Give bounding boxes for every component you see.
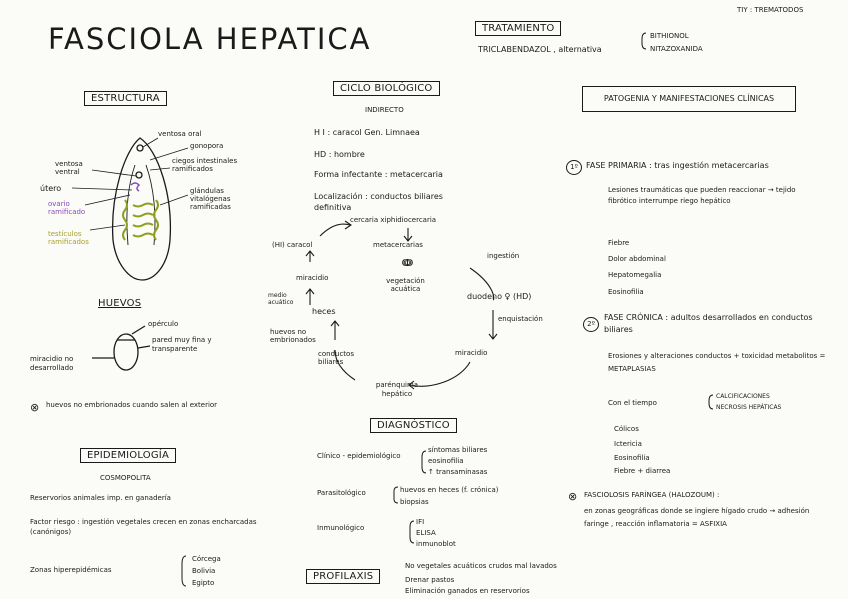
diag-inmunologico: Inmunológico [317,524,365,532]
label-ventosa-ventral: ventosa ventral [55,160,83,176]
tratamiento-alt2: NITAZOXANIDA [650,45,703,53]
epi-item-3: Zonas hiperepidémicas [30,566,112,574]
fase1-lesion: Lesiones traumáticas que pueden reaccionar → tejido fibrótico interrumpe riego hepático [608,186,796,205]
fase1-item-2: Dolor abdominal [608,255,666,263]
egg-drawing [92,326,150,370]
zona-3: Egipto [192,579,215,587]
node-conductos: conductos biliares [318,350,354,366]
label-glandulas: glándulas vitalógenas ramificadas [190,187,231,211]
label-miracidio-egg: miracidio no desarrollado [30,355,74,372]
zona-2: Bolivia [192,567,216,575]
patogenia-heading: PATOGENIA Y MANIFESTACIONES CLÍNICAS [582,86,796,112]
brackets [182,33,713,586]
fase2-lesion: Erosiones y alteraciones conductos + toxicidad metabolitos = METAPLASIAS [608,352,826,373]
epi-item-2: Factor riesgo : ingestión vegetales crecen en zonas encharcadas (canónigos) [30,518,257,536]
note-icon: ⊗ [30,401,40,414]
node-miracidio-right: miracidio [455,349,488,357]
fase1-title: FASE PRIMARIA : tras ingestión metacercarias [586,161,769,170]
label-ventosa-oral: ventosa oral [158,130,202,138]
epi-item-1: Reservorios animales imp. en ganadería [30,494,171,502]
ciclo-local: Localización : conductos biliares definitiva [314,192,443,212]
ovary-drawing [131,183,139,191]
ciclo-sub: INDIRECTO [365,106,404,114]
epidemiologia-heading: EPIDEMIOLOGÍA [80,448,176,463]
diag-parasitologico: Parasitológico [317,489,366,497]
diag-inmuno-3: inmunoblot [416,540,456,548]
plant-icon: ↈ [402,258,413,269]
faringea-icon: ⊗ [568,490,578,503]
topic-tag: TIY : TREMATODOS [737,6,804,14]
epidemiologia-sub: COSMOPOLITA [100,474,151,482]
profilaxis-3: Eliminación ganados en reservorios [405,587,530,595]
label-ovario: ovario ramificado [48,200,86,216]
fase1-item-3: Hepatomegalia [608,271,662,279]
page-title: FASCIOLA HEPATICA [48,22,372,56]
fase2-item-1: Cólicos [614,425,639,433]
estructura-heading: ESTRUCTURA [84,91,167,106]
node-ingestion: ingestión [487,252,520,260]
ciclo-hd: HD : hombre [314,150,365,159]
tratamiento-main: TRICLABENDAZOL , alternativa [478,45,602,54]
node-duodeno: duodeno ♀ (HD) [467,292,532,301]
label-gonopora: gonopora [190,142,224,150]
diag-clinico-2: eosinofilia [428,457,464,465]
diag-inmuno-2: ELISA [416,529,436,537]
ciclo-heading: CICLO BIOLÓGICO [333,81,440,96]
node-heces: heces [312,307,336,316]
diagnostico-heading: DIAGNÓSTICO [370,418,457,433]
node-medio: medio acuático [268,292,294,306]
profilaxis-1: No vegetales acuáticos crudos mal lavados [405,562,557,570]
fase2-number: 2º [583,317,599,332]
fase2-item-2: Ictericia [614,440,642,448]
fase2-item-3: Eosinofilia [614,454,650,462]
fase2-tiempo-1: CALCIFICACIONES [716,393,770,400]
label-pared: pared muy fina y transparente [152,336,212,353]
profilaxis-heading: PROFILAXIS [306,569,380,584]
label-operculo: opérculo [148,320,179,328]
diag-clinico-3: ↑ transaminasas [428,468,488,476]
fase2-tiempo: Con el tiempo [608,399,657,407]
fase2-title: FASE CRÓNICA : adultos desarrollados en conductos biliares [604,313,813,334]
node-enquistacion: enquistación [498,315,543,323]
fase1-item-1: Fiebre [608,239,630,247]
node-huevos-emb: huevos no embrionados [270,328,316,344]
tratamiento-alt1: BITHIONOL [650,32,689,40]
fasciola-drawing [113,138,171,280]
fase2-tiempo-2: NECROSIS HEPÁTICAS [716,404,782,411]
label-testiculos: testículos ramificados [48,230,89,246]
faringea-text: en zonas geográficas donde se ingiere hígado crudo → adhesión faringe , reacción inflamatoria = ASFIXIA [584,507,810,528]
node-miracidio-left: miracidio [296,274,329,282]
fase1-item-4: Eosinofilia [608,288,644,296]
diag-parasito-1: huevos en heces (f. crónica) [400,486,499,494]
node-vegetacion: vegetación acuática [386,277,425,293]
node-caracol: (HI) caracol [272,241,313,249]
faringea-title: FASCIOLOSIS FARÍNGEA (HALOZOUM) : [584,491,720,499]
fase1-number: 1º [566,160,582,175]
tratamiento-heading: TRATAMIENTO [475,21,561,36]
node-cercaria: cercaria xiphidiocercaria [350,216,437,224]
huevos-heading: HUEVOS [98,298,142,309]
diag-parasito-2: biopsias [400,498,429,506]
diag-clinico-1: síntomas biliares [428,446,488,454]
huevos-note: huevos no embrionados cuando salen al exterior [46,401,218,409]
diag-clinico: Clínico - epidemiológico [317,452,401,460]
label-utero: útero [40,184,62,193]
ciclo-forma: Forma infectante : metacercaria [314,170,443,179]
label-ciegos: ciegos intestinales ramificados [172,157,238,173]
node-parenquima: parénquima hepático [375,381,419,398]
zona-1: Córcega [192,555,221,563]
ciclo-hi: H I : caracol Gen. Limnaea [314,128,420,137]
diag-inmuno-1: IFI [416,518,425,526]
profilaxis-2: Drenar pastos [405,576,455,584]
node-metacercarias: metacercarias [373,241,423,249]
vitellogenic-glands [123,200,158,240]
fase2-item-4: Fiebre + diarrea [614,467,671,475]
